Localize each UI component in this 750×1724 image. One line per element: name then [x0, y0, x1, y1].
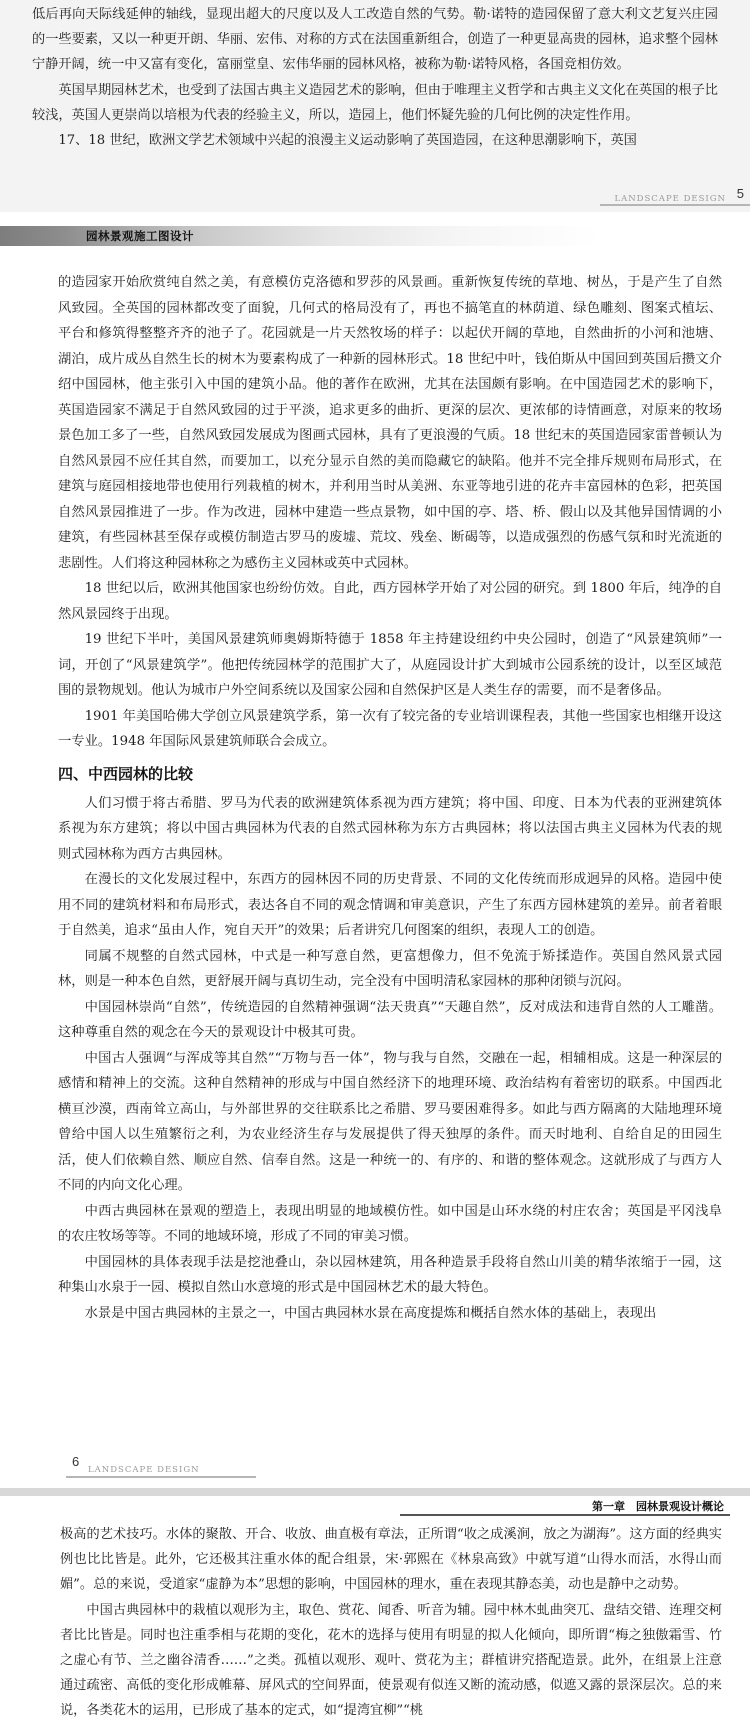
paragraph: 中国古典园林中的栽植以观形为主，取色、赏花、闻香、听音为辅。园中林木虬曲突兀、盘结交错、连理交柯者比比皆是。同时也注重季相与花期的变化，花木的选择与使用有明显的拟人化倾向，即所谓“梅之独傲霜雪、竹之虚心有节、兰之幽谷清香……”之类。孤植以观形、观叶、赏花为主；群植讲究搭配造景。此外，在组景上注意通过疏密、高低的变化形成帷幕、屏风式的空间界面，使景观有似连又断的流动感，似遮又露的景深层次。总的来说，各类花木的运用，已形成了基本的定式，如“提湾宜柳”“桃	[60, 1602, 722, 1719]
page-number: 6	[72, 1454, 80, 1469]
page-6-footer	[0, 1452, 750, 1486]
footer-rule	[600, 204, 750, 206]
paragraph: 人们习惯于将古希腊、罗马为代表的欧洲建筑体系视为西方建筑；将中国、印度、日本为代表的亚洲建筑体系视为东方建筑；将以中国古典园林为代表的自然式园林称为东方古典园林；将以法国古典主义园林为代表的规则式园林称为西方古典园林。	[58, 795, 722, 862]
paragraph: 极高的艺术技巧。水体的聚散、开合、收放、曲直极有章法，正所谓“收之成溪涧，放之为湖海”。这方面的经典实例也比比皆是。此外，它还极其注重水体的配合组景，宋·郭熙在《林泉高致》中就写道“山得水而活，水得山而媚”。总的来说，受道家“虚静为本”思想的影响，中国园林的理水，重在表现其静态美，动也是静中之动势。	[60, 1527, 722, 1593]
paragraph: 中国园林的具体表现手法是挖池叠山，杂以园林建筑，用各种造景手段将自然山川美的精华浓缩于一园，这种集山水泉于一园、模拟自然山水意境的形式是中国园林艺术的最大特色。	[58, 1254, 722, 1295]
paragraph: 的造园家开始欣赏纯自然之美，有意模仿克洛德和罗莎的风景画。重新恢复传统的草地、树丛，于是产生了自然风致园。全英国的园林都改变了面貌，几何式的格局没有了，再也不搞笔直的林荫道、绿色雕刻、图案式植坛、平台和修筑得整整齐齐的池子了。花园就是一片天然牧场的样子：以起伏开阔的草地，自然曲折的小河和池塘、湖泊，成片成丛自然生长的树木为要素构成了一种新的园林形式。18 世纪中叶，钱伯斯从中国回到英国后攒文介绍中国园林，他主张引入中国的建筑小品。他的著作在欧洲，尤其在法国颇有影响。在中国造园艺术的影响下，英国造园家不满足于自然风致园的过于平淡，追求更多的曲折、更深的层次、更浓郁的诗情画意，对原来的牧场景色加工多了一些，自然风致园发展成为图画式园林，具有了更浪漫的气质。18 世纪末的英国造园家雷普顿认为自然风景园不应任其自然，而要加工，以充分显示自然的美而隐藏它的缺陷。他并不完全排斥规则布局形式，在建筑与庭园相接地带也使用行列栽植的树木，并利用当时从美洲、东亚等地引进的花卉丰富园林的色彩，把英国自然风景园推进了一步。作为改进，园林中建造一些点景物，如中国的亭、塔、桥、假山以及其他异国情调的小建筑，有些园林甚至保存或模仿制造古罗马的废墟、荒坟、残垒、断碣等，以造成强烈的伤感气氛和时光流逝的悲剧性。人们将这种园林称之为感伤主义园林或英中式园林。	[58, 275, 722, 571]
paragraph: 中西古典园林在景观的塑造上，表现出明显的地域模仿性。如中国是山环水绕的村庄农舍；英国是平冈浅阜的农庄牧场等等。不同的地域环境，形成了不同的审美习惯。	[58, 1203, 722, 1244]
paragraph: 中国古人强调“与浑成等其自然”“万物与吾一体”，物与我与自然，交融在一起，相辅相成。这是一种深层的感情和精神上的交流。这种自然精神的形成与中国自然经济下的地理环境、政治结构有着密切的联系。中国西北横亘沙漠，西南耸立高山，与外部世界的交往联系比之希腊、罗马要困难得多。如此与西方隔离的大陆地理环境曾给中国人以生殖繁衍之利，为农业经济生存与发展提供了得天独厚的条件。而天时地利、自给自足的田园生活，使人们依赖自然、顺应自然、信奉自然。这是一种统一的、有序的、和谐的整体观念。这就形成了与西方人不同的内向文化心理。	[58, 1050, 722, 1193]
footer-rule	[66, 1476, 256, 1478]
running-title: LANDSCAPE DESIGN	[88, 1465, 200, 1475]
paragraph: 1901 年美国哈佛大学创立风景建筑学系，第一次有了较完备的专业培训课程表，其他一些国家也相继开设这一专业。1948 年国际风景建筑师联合会成立。	[58, 708, 722, 749]
page-5-footer	[570, 186, 750, 212]
paragraph: 中国园林崇尚“自然”，传统造园的自然精神强调“法天贵真”“天趣自然”，反对成法和违背自然的人工雕凿。这种尊重自然的观念在今天的景观设计中极其可贵。	[58, 999, 722, 1040]
book-title: 园林景观施工图设计	[86, 229, 194, 243]
page-6-header	[0, 226, 750, 246]
page-7-fragment	[0, 1496, 750, 1719]
header-rule	[400, 1514, 730, 1516]
paragraph: 同属不规整的自然式园林，中式是一种写意自然，更富想像力，但不免流于矫揉造作。英国自然风景式园林，则是一种本色自然，更舒展开阔与真切生动，完全没有中国明清私家园林的那种闭锁与沉闷。	[58, 948, 722, 989]
running-title: LANDSCAPE DESIGN	[614, 194, 726, 204]
page-7-body	[60, 1522, 722, 1724]
page-number: 5	[736, 186, 744, 201]
paragraph: 水景是中国古典园林的主景之一，中国古典园林水景在高度提炼和概括自然水体的基础上，表现出	[84, 1305, 657, 1321]
paragraph: 19 世纪下半叶，美国风景建筑师奥姆斯特德于 1858 年主持建设纽约中央公园时，创造了“风景建筑师”一词，开创了“风景建筑学”。他把传统园林学的范围扩大了，从庭园设计扩大到城市公园系统的设计，以至区域范围的景物规划。他认为城市户外空间系统以及国家公园和自然保护区是人类生存的需要，而不是奢侈品。	[58, 632, 722, 698]
paragraph: 低后再向天际线延伸的轴线，显现出超大的尺度以及人工改造自然的气势。勒·诺特的造园保留了意大利文艺复兴庄园的一些要素，又以一种更开朗、华丽、宏伟、对称的方式在法国重新组合，创造了一种更显高贵的园林，追求整个园林宁静开阔，统一中又富有变化，富丽堂皇、宏伟华丽的园林风格，被称为勒·诺特风格，各国竞相仿效。	[32, 7, 718, 73]
page-6-body	[58, 270, 722, 1326]
chapter-title: 第一章 园林景观设计概论	[592, 1500, 724, 1513]
page-gap	[0, 1488, 750, 1496]
paragraph: 在漫长的文化发展过程中，东西方的园林因不同的历史背景、不同的文化传统而形成迥异的风格。造园中使用不同的建筑材料和布局形式，表达各自不同的观念情调和审美意识，产生了东西方园林建筑的差异。前者着眼于自然美，追求“虽由人作，宛自天开”的效果；后者讲究几何图案的组织，表现人工的创造。	[58, 872, 722, 938]
paragraph: 17、18 世纪，欧洲文学艺术领域中兴起的浪漫主义运动影响了英国造园，在这种思潮影响下，英国	[58, 133, 637, 149]
paragraph: 英国早期园林艺术，也受到了法国古典主义造园艺术的影响，但由于唯理主义哲学和古典主义文化在英国的根子比较浅，英国人更崇尚以培根为代表的经验主义，所以，造园上，他们怀疑先验的几何比例的决定性作用。	[32, 82, 718, 123]
section-heading: 四、中西园林的比较	[58, 764, 194, 783]
page-5-body	[32, 2, 718, 153]
paragraph: 18 世纪以后，欧洲其他国家也纷纷仿效。自此，西方园林学开始了对公园的研究。到 1800 年后，纯净的自然风景园终于出现。	[58, 581, 722, 622]
page-5-fragment	[0, 0, 750, 212]
